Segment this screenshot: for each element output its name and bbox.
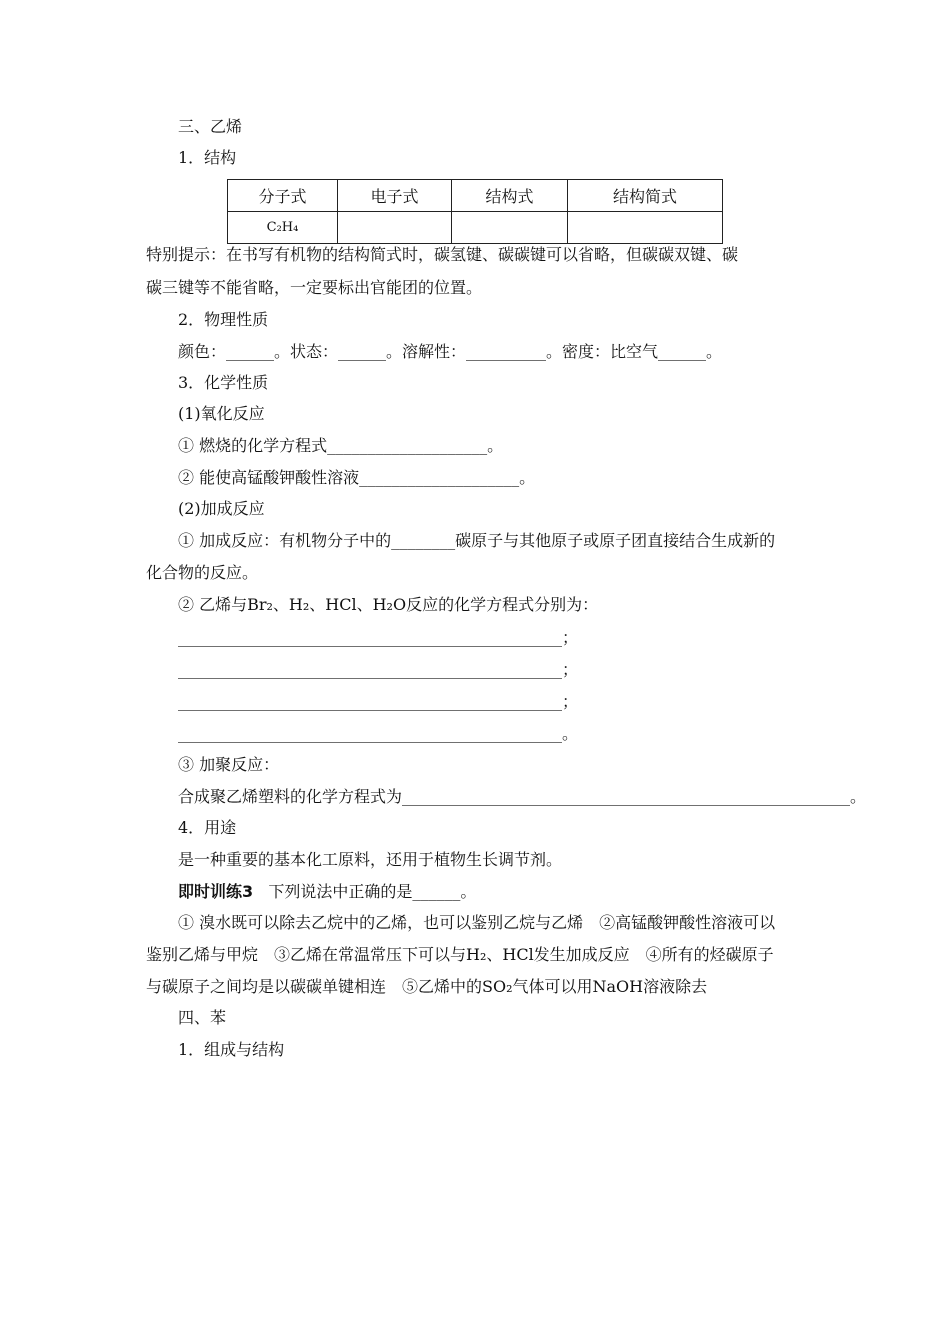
oxidation-item-1: ① 燃烧的化学方程式____________________。 bbox=[178, 436, 504, 455]
training-question-text: 下列说法中正确的是______。 bbox=[268, 882, 477, 901]
table-header: 电子式 bbox=[338, 180, 452, 212]
table-cell bbox=[568, 212, 723, 244]
section3-title: 三、乙烯 bbox=[178, 117, 243, 136]
uses-line: 是一种重要的基本化工原料，还用于植物生长调节剂。 bbox=[178, 850, 563, 869]
answer-blank-line: ________________________________________________； bbox=[178, 692, 579, 711]
training-options-3: 与碳原子之间均是以碳碳单键相连 ⑤乙烯中的SO₂气体可以用NaOH溶液除去 bbox=[146, 977, 708, 996]
table-header: 结构简式 bbox=[568, 180, 723, 212]
training-options-1: ① 溴水既可以除去乙烷中的乙烯，也可以鉴别乙烷与乙烯 ②高锰酸钾酸性溶液可以 bbox=[178, 913, 776, 932]
table-header: 结构式 bbox=[452, 180, 568, 212]
polymerization-line: 合成聚乙烯塑料的化学方程式为________________________________________________________。 bbox=[178, 787, 867, 806]
table-cell bbox=[452, 212, 568, 244]
physical-line: 颜色：______。状态：______。溶解性：__________。密度：比空气______。 bbox=[178, 342, 723, 361]
training-question bbox=[178, 882, 476, 902]
addition-item-1b: 化合物的反应。 bbox=[146, 563, 259, 582]
structure-heading: 1．结构 bbox=[178, 148, 237, 167]
tip-line-1: 特别提示：在书写有机物的结构简式时，碳氢键、碳碳键可以省略，但碳碳双键、碳 bbox=[146, 245, 739, 264]
answer-blank-line: ________________________________________________； bbox=[178, 628, 579, 647]
physical-heading: 2．物理性质 bbox=[178, 310, 269, 329]
table-row bbox=[228, 212, 723, 244]
composition-heading: 1．组成与结构 bbox=[178, 1040, 285, 1059]
training-options-2: 鉴别乙烯与甲烷 ③乙烯在常温常压下可以与H₂、HCl发生加成反应 ④所有的烃碳原子 bbox=[146, 945, 774, 964]
table-cell-formula: C₂H₄ bbox=[228, 212, 338, 244]
oxidation-item-2: ② 能使高锰酸钾酸性溶液____________________。 bbox=[178, 468, 536, 487]
table-header: 分子式 bbox=[228, 180, 338, 212]
section4-title: 四、苯 bbox=[178, 1008, 227, 1027]
uses-heading: 4．用途 bbox=[178, 818, 237, 837]
addition-item-1a: ① 加成反应：有机物分子中的________碳原子与其他原子或原子团直接结合生成新的 bbox=[178, 531, 776, 550]
polymerization-heading: ③ 加聚反应： bbox=[178, 755, 280, 774]
ethylene-structure-table bbox=[227, 179, 723, 244]
training-label: 即时训练3 bbox=[178, 882, 254, 901]
addition-heading: (2)加成反应 bbox=[178, 499, 265, 518]
answer-blank-line: ________________________________________________； bbox=[178, 660, 579, 679]
oxidation-heading: (1)氧化反应 bbox=[178, 404, 265, 423]
chemical-heading: 3．化学性质 bbox=[178, 373, 269, 392]
answer-blank-line: ________________________________________________。 bbox=[178, 724, 579, 743]
tip-line-2: 碳三键等不能省略，一定要标出官能团的位置。 bbox=[146, 278, 483, 297]
table-cell bbox=[338, 212, 452, 244]
table-header-row bbox=[228, 180, 723, 212]
addition-item-2: ② 乙烯与Br₂、H₂、HCl、H₂O反应的化学方程式分别为： bbox=[178, 595, 599, 614]
